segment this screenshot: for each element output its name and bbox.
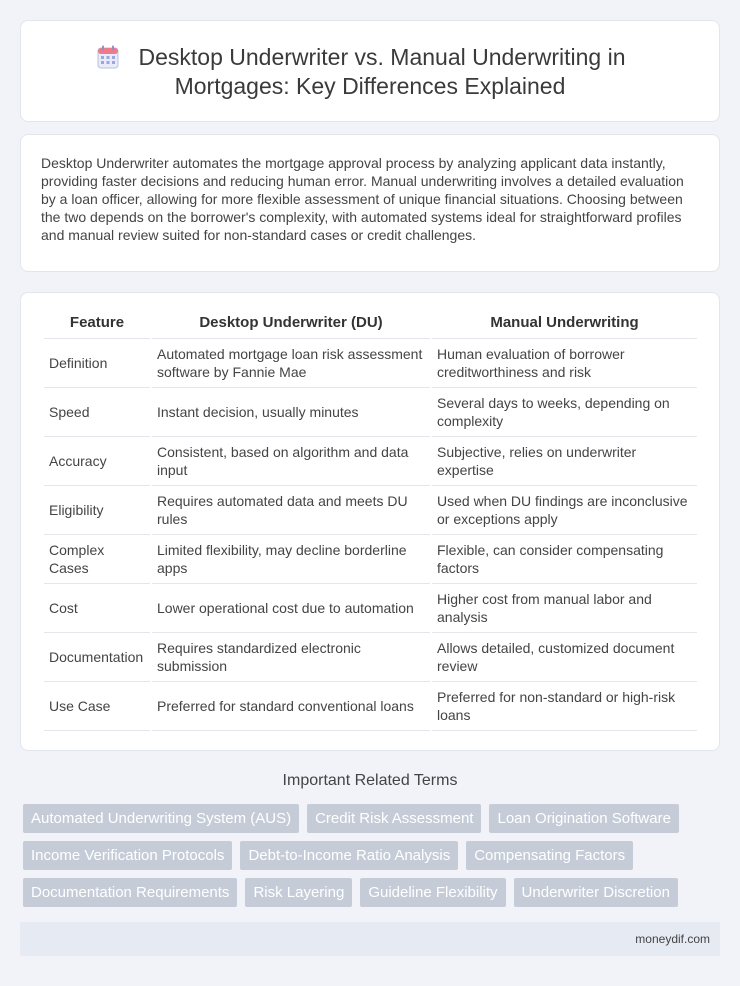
header-feature: Feature xyxy=(44,311,150,339)
tag-dti-analysis[interactable]: Debt-to-Income Ratio Analysis xyxy=(240,841,458,870)
cell-du: Consistent, based on algorithm and data input xyxy=(152,437,430,486)
cell-manual: Used when DU findings are inconclusive or exceptions apply xyxy=(432,486,697,535)
tag-row xyxy=(23,841,723,870)
cell-du: Requires standardized electronic submission xyxy=(152,633,430,682)
cell-feature: Cost xyxy=(44,584,150,633)
tag-underwriter-discretion[interactable]: Underwriter Discretion xyxy=(514,878,678,907)
tag-documentation[interactable]: Documentation Requirements xyxy=(23,878,237,907)
table-row xyxy=(44,388,697,437)
table-row xyxy=(44,535,697,584)
cell-du: Preferred for standard conventional loans xyxy=(152,682,430,731)
comparison-table-card xyxy=(20,292,720,751)
tag-guideline-flexibility[interactable]: Guideline Flexibility xyxy=(360,878,505,907)
cell-du: Lower operational cost due to automation xyxy=(152,584,430,633)
tag-income-verification[interactable]: Income Verification Protocols xyxy=(23,841,232,870)
footer-site[interactable]: moneydif.com xyxy=(635,932,710,946)
cell-feature: Speed xyxy=(44,388,150,437)
comparison-table xyxy=(42,311,699,731)
related-terms-list xyxy=(23,804,723,915)
table-row xyxy=(44,682,697,731)
cell-manual: Higher cost from manual labor and analysis xyxy=(432,584,697,633)
cell-manual: Flexible, can consider compensating factors xyxy=(432,535,697,584)
cell-feature: Documentation xyxy=(44,633,150,682)
tag-credit-risk[interactable]: Credit Risk Assessment xyxy=(307,804,481,833)
header-manual: Manual Underwriting xyxy=(432,311,697,339)
tag-row xyxy=(23,878,723,907)
tag-loan-origination[interactable]: Loan Origination Software xyxy=(489,804,678,833)
cell-manual: Human evaluation of borrower creditworthiness and risk xyxy=(432,339,697,388)
related-terms-title: Important Related Terms xyxy=(282,772,458,789)
cell-feature: Eligibility xyxy=(44,486,150,535)
cell-feature: Use Case xyxy=(44,682,150,731)
intro-card xyxy=(20,134,720,272)
cell-manual: Allows detailed, customized document review xyxy=(432,633,697,682)
cell-feature: Complex Cases xyxy=(44,535,150,584)
tag-aus[interactable]: Automated Underwriting System (AUS) xyxy=(23,804,299,833)
table-row xyxy=(44,584,697,633)
table-row xyxy=(44,437,697,486)
header-du: Desktop Underwriter (DU) xyxy=(152,311,430,339)
cell-du: Limited flexibility, may decline borderline apps xyxy=(152,535,430,584)
tag-row xyxy=(23,804,723,833)
table-header-row xyxy=(44,311,697,339)
tag-compensating-factors[interactable]: Compensating Factors xyxy=(466,841,633,870)
page-title xyxy=(114,43,625,101)
cell-feature: Definition xyxy=(44,339,150,388)
cell-manual: Preferred for non-standard or high-risk loans xyxy=(432,682,697,731)
title-line-1: Desktop Underwriter vs. Manual Underwriting in xyxy=(138,44,626,70)
cell-manual: Subjective, relies on underwriter expertise xyxy=(432,437,697,486)
tag-risk-layering[interactable]: Risk Layering xyxy=(245,878,352,907)
title-line-2: Mortgages: Key Differences Explained xyxy=(174,73,566,99)
intro-text: Desktop Underwriter automates the mortgage approval process by analyzing applicant data instantly, providing faster decisions and reducing human error. Manual underwriting involves a detailed evaluation by a loan officer, allowing for more flexible assessment of unique financial situations. Choosing between the two depends on the borrower's complexity, with automated systems ideal for straightforward profiles and manual review suited for non-standard cases or credit challenges. xyxy=(41,155,684,243)
cell-manual: Several days to weeks, depending on complexity xyxy=(432,388,697,437)
cell-du: Automated mortgage loan risk assessment software by Fannie Mae xyxy=(152,339,430,388)
table-row xyxy=(44,633,697,682)
footer xyxy=(20,922,720,956)
cell-feature: Accuracy xyxy=(44,437,150,486)
title-card xyxy=(20,20,720,122)
cell-du: Instant decision, usually minutes xyxy=(152,388,430,437)
table-row xyxy=(44,486,697,535)
table-row xyxy=(44,339,697,388)
cell-du: Requires automated data and meets DU rules xyxy=(152,486,430,535)
